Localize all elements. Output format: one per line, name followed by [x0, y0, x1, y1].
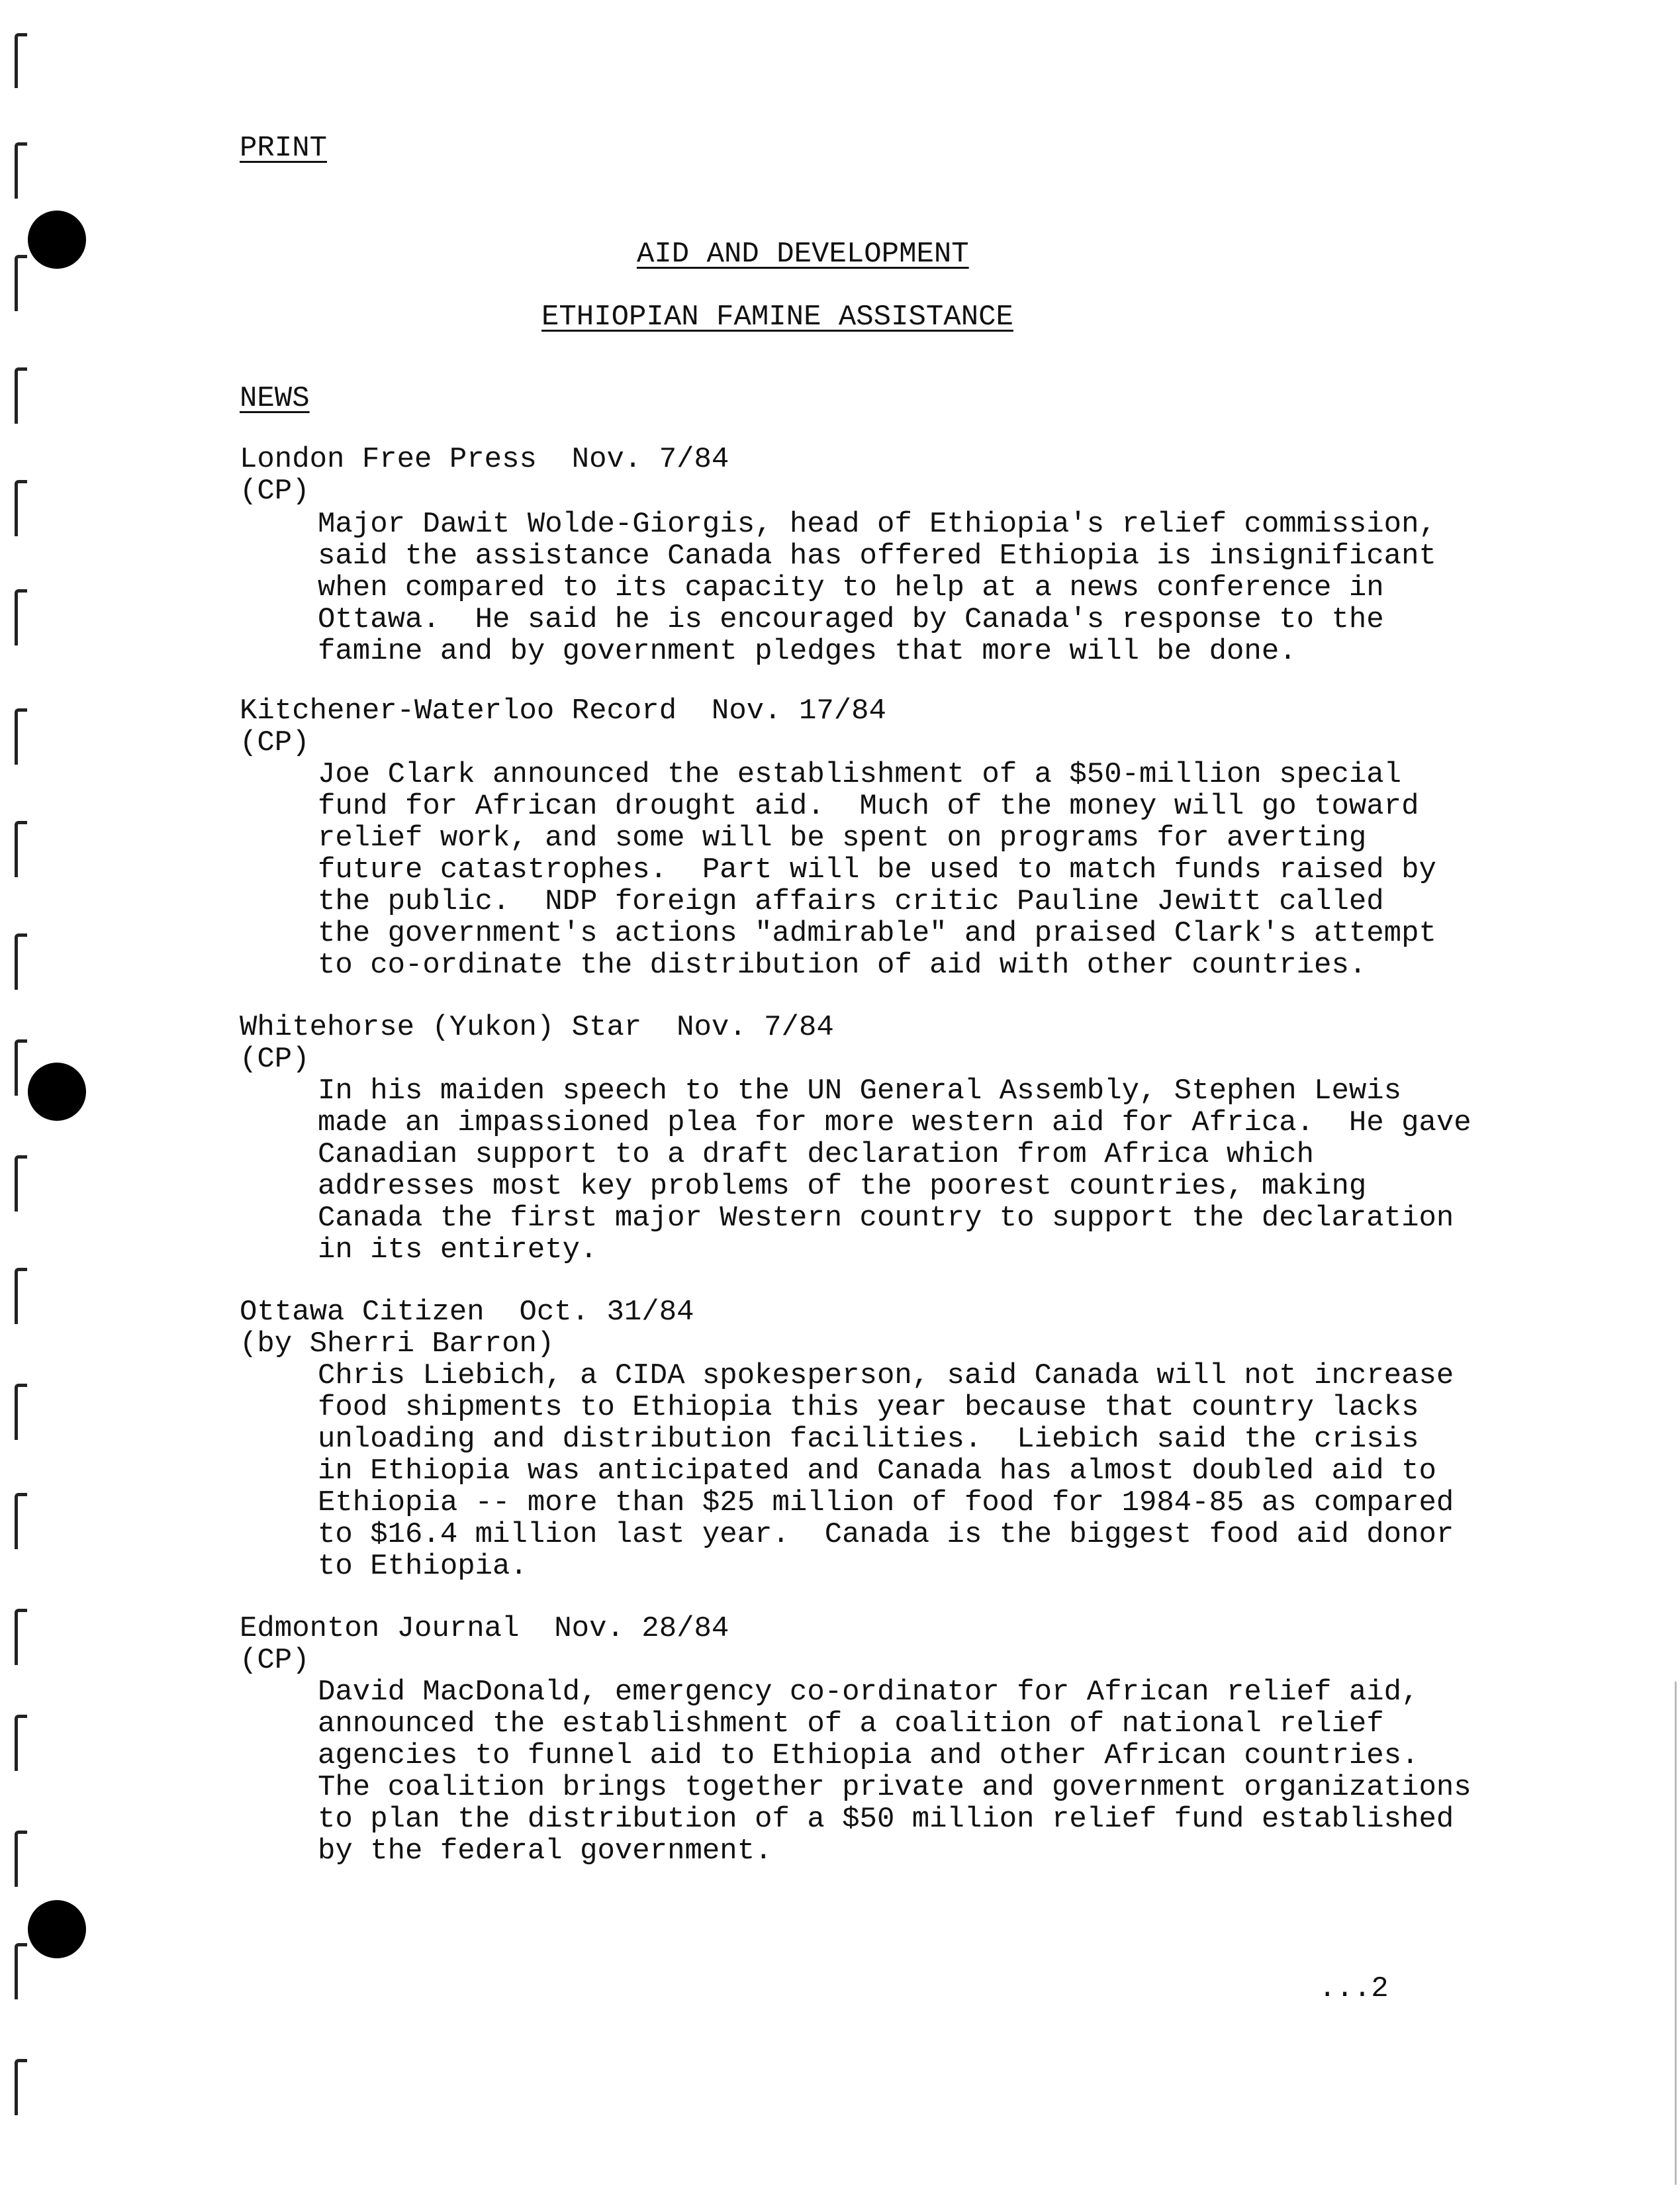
print-label: PRINT: [240, 132, 328, 165]
entry-text-line: famine and by government pledges that more will be done.: [318, 635, 1297, 668]
binder-mark: [15, 1268, 27, 1324]
binder-mark: [15, 1831, 27, 1887]
entry-text-line: relief work, and some will be spent on programs for averting: [318, 822, 1367, 855]
entry-byline: (by Sherri Barron): [240, 1327, 555, 1360]
entry-source: Ottawa Citizen Oct. 31/84: [240, 1296, 694, 1329]
punch-hole-middle: [28, 1063, 86, 1121]
entry-text-line: to plan the distribution of a $50 million relief fund established: [318, 1803, 1454, 1836]
binder-mark: [15, 1609, 27, 1665]
binder-mark: [15, 2059, 27, 2115]
entry-byline: (CP): [240, 1043, 310, 1076]
entry-text-line: In his maiden speech to the UN General Assembly, Stephen Lewis: [318, 1074, 1402, 1108]
binder-mark: [15, 589, 27, 645]
punch-hole-top: [28, 211, 86, 269]
entry-text-line: The coalition brings together private and government organizations: [318, 1771, 1471, 1804]
binder-mark: [15, 1384, 27, 1440]
binder-mark: [15, 480, 27, 536]
entry-byline: (CP): [240, 475, 310, 508]
entry-text-line: Chris Liebich, a CIDA spokesperson, said Canada will not increase: [318, 1359, 1454, 1392]
binder-mark: [15, 933, 27, 990]
binder-mark: [15, 708, 27, 765]
entry-text-line: announced the establishment of a coalition of national relief: [318, 1707, 1384, 1741]
entry-text-line: in Ethiopia was anticipated and Canada has almost doubled aid to: [318, 1455, 1436, 1488]
entry-text-line: in its entirety.: [318, 1233, 598, 1266]
punch-hole-bottom: [28, 1900, 86, 1958]
entry-text-line: Canadian support to a draft declaration from Africa which: [318, 1138, 1315, 1171]
entry-text-line: addresses most key problems of the poorest countries, making: [318, 1170, 1367, 1203]
document-subtitle: ETHIOPIAN FAMINE ASSISTANCE: [541, 301, 1013, 334]
binder-mark: [15, 1943, 27, 1999]
entry-source: Kitchener-Waterloo Record Nov. 17/84: [240, 694, 886, 728]
scan-edge: [1675, 1682, 1677, 2185]
entry-text-line: by the federal government.: [318, 1835, 772, 1868]
section-heading: NEWS: [240, 382, 310, 415]
entry-source: Whitehorse (Yukon) Star Nov. 7/84: [240, 1011, 834, 1044]
entry-text-line: to $16.4 million last year. Canada is the biggest food aid donor: [318, 1518, 1454, 1551]
entry-text-line: food shipments to Ethiopia this year because that country lacks: [318, 1391, 1419, 1424]
entry-byline: (CP): [240, 726, 310, 759]
binder-mark: [15, 142, 27, 199]
entry-text-line: when compared to its capacity to help at a news conference in: [318, 571, 1384, 604]
entry-text-line: David MacDonald, emergency co-ordinator for African relief aid,: [318, 1676, 1419, 1709]
entry-text-line: fund for African drought aid. Much of the money will go toward: [318, 790, 1419, 823]
entry-text-line: agencies to funnel aid to Ethiopia and other African countries.: [318, 1739, 1419, 1772]
entry-text-line: future catastrophes. Part will be used to match funds raised by: [318, 853, 1436, 886]
entry-text-line: Ethiopia -- more than $25 million of food for 1984-85 as compared: [318, 1486, 1454, 1519]
entry-text-line: the public. NDP foreign affairs critic Pauline Jewitt called: [318, 885, 1384, 918]
binder-mark: [15, 821, 27, 877]
page-continuation: ...2: [1319, 1972, 1389, 2005]
entry-byline: (CP): [240, 1644, 310, 1677]
entry-source: London Free Press Nov. 7/84: [240, 443, 729, 476]
binder-mark: [15, 255, 27, 311]
binder-mark: [15, 1155, 27, 1212]
entry-text-line: the government's actions "admirable" and praised Clark's attempt: [318, 917, 1436, 950]
entry-text-line: unloading and distribution facilities. Liebich said the crisis: [318, 1423, 1419, 1456]
entry-text-line: Canada the first major Western country to support the declaration: [318, 1202, 1454, 1235]
entry-source: Edmonton Journal Nov. 28/84: [240, 1612, 729, 1645]
entry-text-line: to co-ordinate the distribution of aid with other countries.: [318, 949, 1367, 982]
document-title: AID AND DEVELOPMENT: [637, 238, 969, 271]
entry-text-line: said the assistance Canada has offered Ethiopia is insignificant: [318, 540, 1436, 573]
entry-text-line: to Ethiopia.: [318, 1550, 528, 1583]
binder-mark: [15, 367, 27, 424]
entry-text-line: made an impassioned plea for more western aid for Africa. He gave: [318, 1106, 1471, 1139]
entry-text-line: Major Dawit Wolde-Giorgis, head of Ethiopia's relief commission,: [318, 508, 1436, 541]
entry-text-line: Ottawa. He said he is encouraged by Canada's response to the: [318, 603, 1384, 636]
binder-mark: [15, 1715, 27, 1771]
binder-mark: [15, 1493, 27, 1549]
entry-text-line: Joe Clark announced the establishment of a $50-million special: [318, 758, 1402, 791]
binder-mark: [15, 1039, 27, 1096]
binder-mark: [15, 33, 27, 88]
